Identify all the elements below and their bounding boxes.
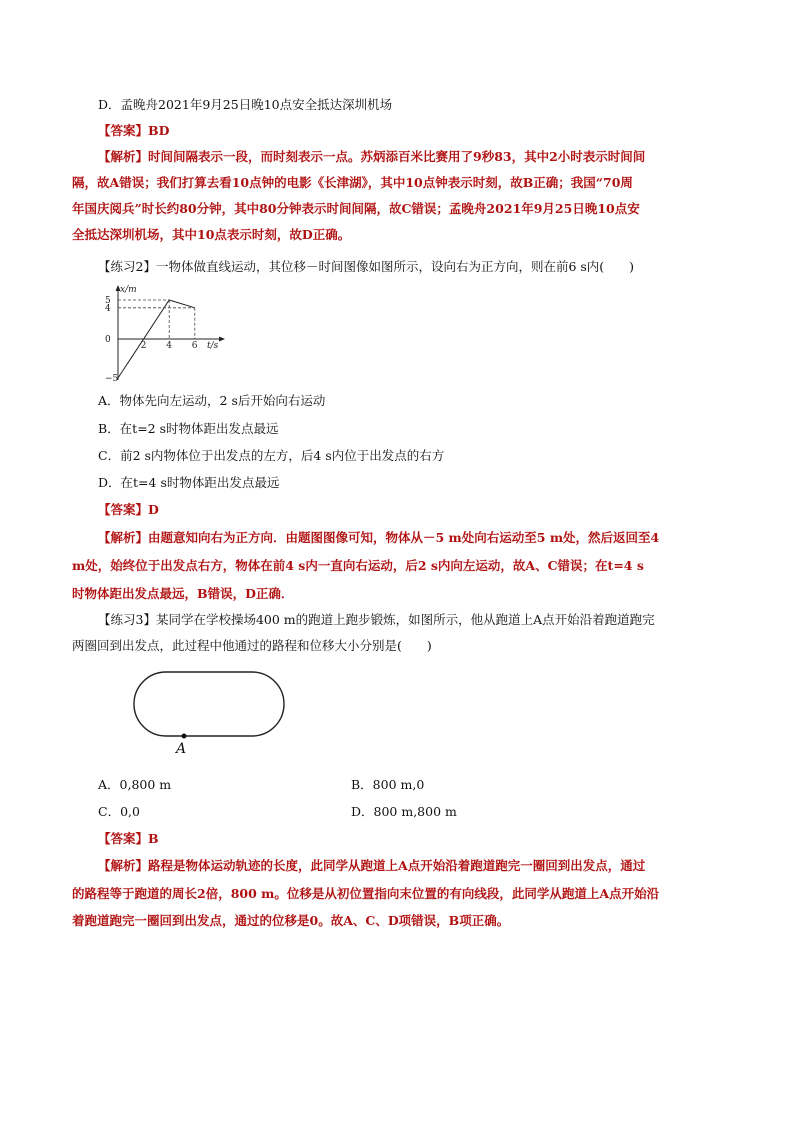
y-tick-label-3: −5 [105,374,119,382]
y-tick-label-0: 5 [105,296,111,306]
graph-x-label: t/s [207,341,219,351]
option-d-text: D．孟晚舟2021年9月25日晚10点安全抵达深圳机场 [98,97,393,112]
analysis-3-line-1: 【解析】路程是物体运动轨迹的长度，此同学从跑道上A点开始沿着跑道跑完一圈回到出发点，通过 [98,858,646,873]
analysis-1-line-1: 【解析】时间间隔表示一段，而时刻表示一点。苏炳添百米比赛用了9秒83，其中2小时表示时间间 [98,149,646,164]
option-2d: D．在t=4 s时物体距出发点最远 [98,475,280,490]
position-time-graph [96,282,236,382]
y-tick-label-1: 4 [105,303,111,314]
y-tick-label-2: 0 [105,335,111,345]
analysis-3-line-3: 着跑道跑完一圈回到出发点，通过的位移是0。故A、C、D项错误，B项正确。 [72,913,510,928]
option-3d: D．800 m,800 m [351,804,457,819]
option-3c: C．0,0 [98,804,140,819]
option-3b: B．800 m,0 [351,777,425,792]
question-3-line-1: 【练习3】某同学在学校操场400 m的跑道上跑步锻炼，如图所示，他从跑道上A点开始沿着跑道跑完 [98,612,655,627]
x-tick-label-6: 6 [191,341,198,351]
option-2c: C．前2 s内物体位于出发点的左方，后4 s内位于出发点的右方 [98,448,445,463]
graph-x-arrow [219,337,225,342]
question-2: 【练习2】一物体做直线运动，其位移－时间图像如图所示，设向右为正方向，则在前6 s内( ) [98,259,635,274]
analysis-1-line-2: 隔，故A错误；我们打算去看10点钟的电影《长津湖》，其中10点钟表示时刻，故B正确；我国“70周 [72,175,633,190]
answer-1: 【答案】BD [98,123,170,138]
analysis-3-line-2: 的路程等于跑道的周长2倍，800 m。位移是从初位置指向末位置的有向线段，此同学从跑道上A点开始沿 [72,886,660,901]
x-tick-label-4: 4 [166,341,172,351]
track-label-a: A [176,741,187,757]
running-track-diagram [128,668,290,760]
analysis-2-line-2: m处，始终位于出发点右方，物体在前4 s内一直向右运动，后2 s内向左运动，故A、C错误；在t=4 s [72,558,644,573]
question-3-line-2: 两圈回到出发点，此过程中他通过的路程和位移大小分别是( ) [72,638,432,653]
answer-3: 【答案】B [98,831,159,846]
answer-2: 【答案】D [98,502,159,517]
analysis-2-line-3: 时物体距出发点最远，B错误，D正确． [72,586,294,601]
analysis-1-line-3: 年国庆阅兵”时长约80分钟，其中80分钟表示时间间隔，故C错误；孟晚舟2021年9月25日晚10点安 [72,201,640,216]
track-point-a [182,734,187,739]
running-track-loop [134,672,284,736]
analysis-2-line-1: 【解析】由题意知向右为正方向．由题图图像可知，物体从－5 m处向右运动至5 m处，然后返回至4 [98,530,660,545]
option-2b: B．在t=2 s时物体距出发点最远 [98,421,279,436]
option-3a: A．0,800 m [98,777,172,792]
analysis-1-line-4: 全抵达深圳机场，其中10点表示时刻，故D正确。 [72,227,351,242]
option-2a: A．物体先向左运动，2 s后开始向右运动 [98,393,326,408]
graph-y-label: x/m [120,285,137,295]
x-tick-label-2: 2 [140,341,147,351]
